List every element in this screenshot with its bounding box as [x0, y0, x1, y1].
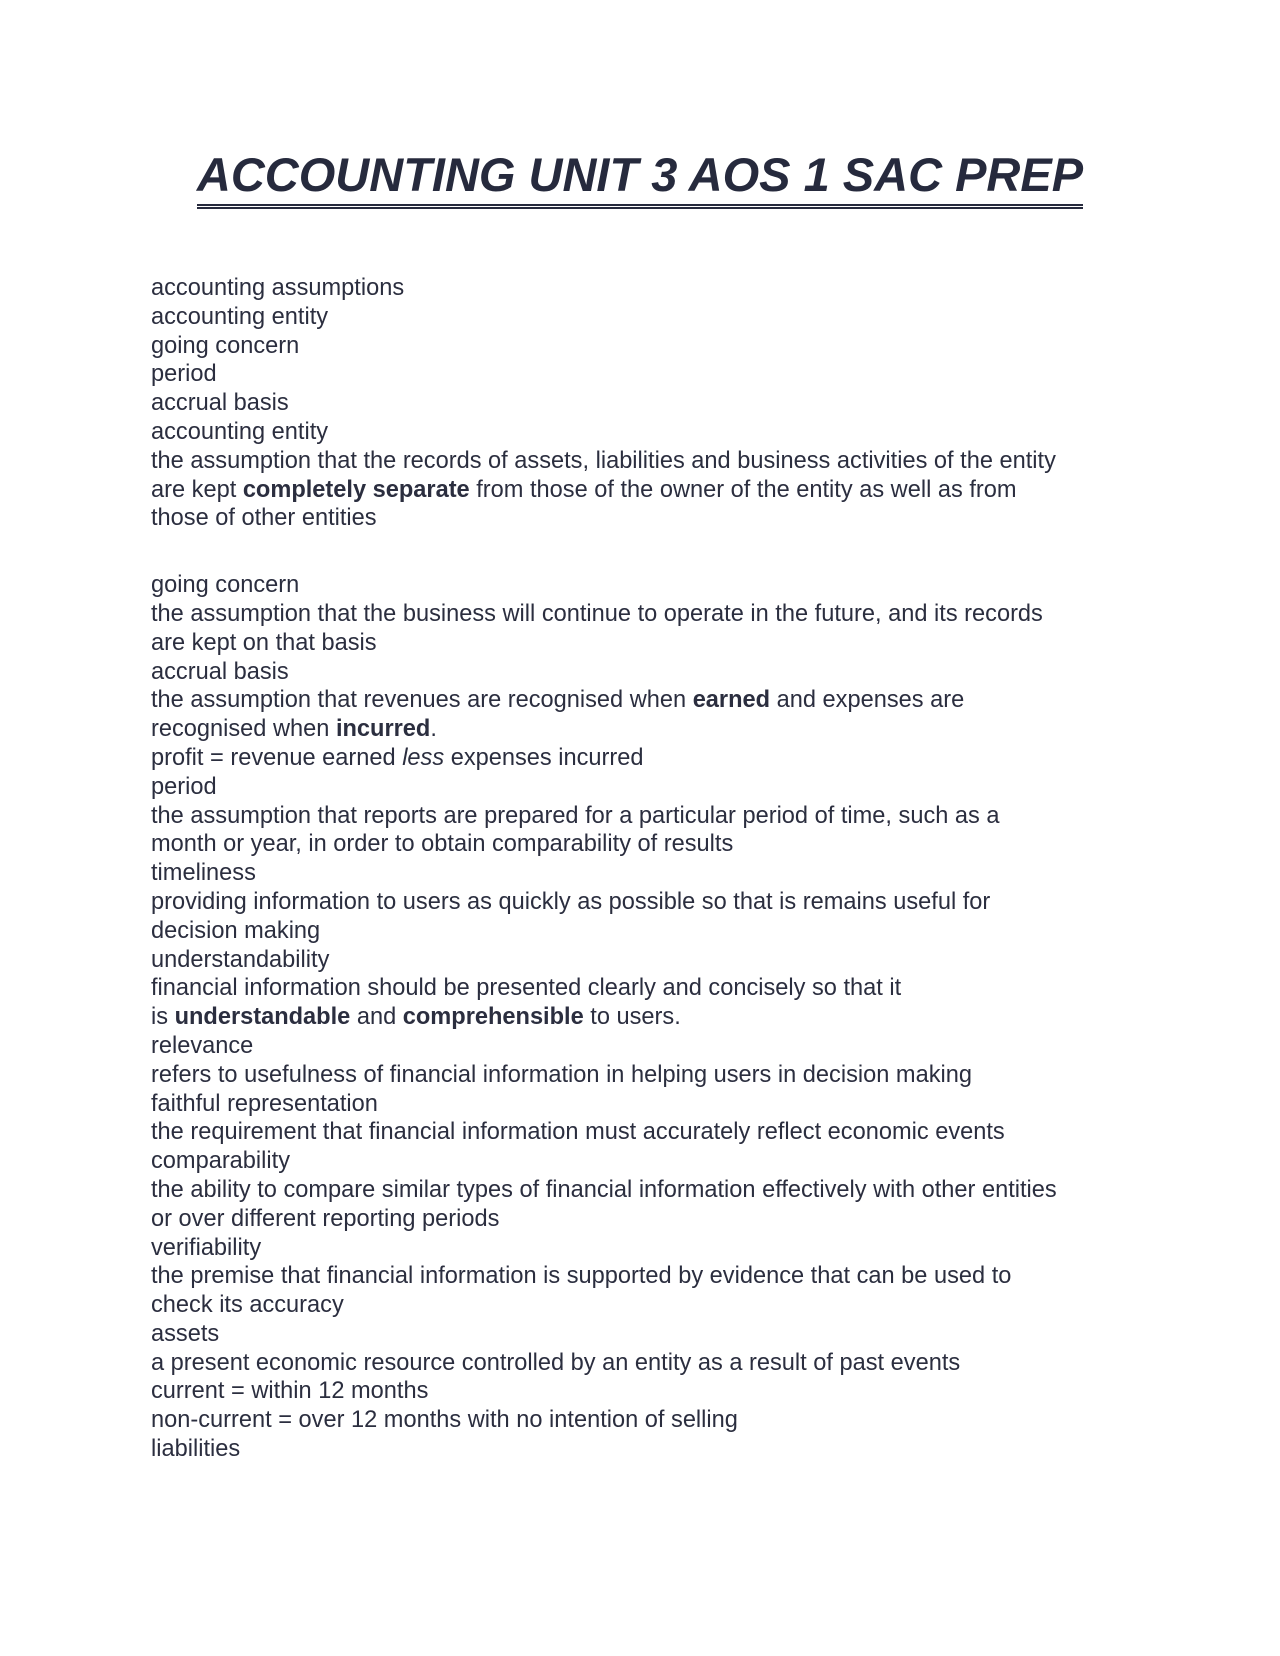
text-run: profit = revenue earned [151, 744, 403, 771]
term-period: period [151, 773, 217, 800]
definition-line [151, 686, 1131, 715]
term-liabilities: liabilities [151, 1436, 241, 1463]
assumption-item: accounting entity [151, 303, 329, 330]
italic-emphasis: less [402, 744, 445, 771]
bold-emphasis: comprehensible [402, 1004, 584, 1031]
bold-emphasis: incurred [335, 716, 431, 743]
definition-line: those of other entities [151, 505, 377, 532]
text-run: and [350, 1004, 403, 1031]
bold-emphasis: completely separate [242, 476, 470, 503]
definition-line [151, 476, 1131, 505]
text-run: are kept [151, 476, 243, 503]
term-timeliness: timeliness [151, 860, 256, 887]
definition-line: month or year, in order to obtain comparability of results [151, 831, 734, 858]
assets-non-current-note: non-current = over 12 months with no intention of selling [151, 1407, 738, 1434]
text-run: . [430, 716, 437, 743]
definition-line: are kept on that basis [151, 629, 377, 656]
text-run: from those of the owner of the entity as well as from [469, 476, 1017, 503]
definition-line: the requirement that financial information must accurately reflect economic events [151, 1119, 1005, 1146]
text-run: to users. [583, 1004, 681, 1031]
definition-line: decision making [151, 917, 321, 944]
text-run: recognised when [151, 716, 336, 743]
term-accounting-entity: accounting entity [151, 418, 329, 445]
bold-emphasis: earned [692, 687, 771, 714]
document-body [151, 274, 1131, 1464]
text-run: is [151, 1004, 175, 1031]
term-going-concern: going concern [151, 572, 300, 599]
definition-line: a present economic resource controlled by an entity as a result of past events [151, 1349, 961, 1376]
text-run: the assumption that revenues are recognised when [151, 687, 693, 714]
definition-line: the assumption that the records of assets, liabilities and business activities of the entity [151, 447, 1056, 474]
definition-line: the assumption that the business will continue to operate in the future, and its records [151, 600, 1043, 627]
term-comparability: comparability [151, 1148, 290, 1175]
assets-current-note: current = within 12 months [151, 1378, 429, 1405]
definition-line [151, 715, 1131, 744]
term-accrual-basis: accrual basis [151, 658, 289, 685]
assumption-item: period [151, 361, 217, 388]
text-run: expenses incurred [444, 744, 644, 771]
document-title [0, 148, 1280, 209]
term-relevance: relevance [151, 1032, 254, 1059]
term-verifiability: verifiability [151, 1234, 262, 1261]
term-faithful-representation: faithful representation [151, 1090, 378, 1117]
document-title-text: ACCOUNTING UNIT 3 AOS 1 SAC PREP [197, 148, 1083, 209]
text-run: and expenses are [770, 687, 965, 714]
definition-line: refers to usefulness of financial information in helping users in decision making [151, 1061, 972, 1088]
definition-line [151, 1003, 1131, 1032]
definition-line: or over different reporting periods [151, 1205, 500, 1232]
term-assets: assets [151, 1320, 220, 1347]
definition-line: providing information to users as quickly as possible so that is remains useful for [151, 888, 991, 915]
bold-emphasis: understandable [174, 1004, 351, 1031]
term-understandability: understandability [151, 946, 330, 973]
profit-formula [151, 744, 1131, 773]
definition-line: the premise that financial information is supported by evidence that can be used to [151, 1263, 1012, 1290]
assumption-item: going concern [151, 332, 300, 359]
definition-line: check its accuracy [151, 1292, 344, 1319]
paragraph-gap [151, 533, 1131, 571]
definition-line: financial information should be presented clearly and concisely so that it [151, 975, 902, 1002]
assumption-item: accrual basis [151, 390, 289, 417]
definition-line: the assumption that reports are prepared for a particular period of time, such as a [151, 802, 1000, 829]
definition-line: the ability to compare similar types of financial information effectively with other entities [151, 1176, 1057, 1203]
assumptions-heading: accounting assumptions [151, 275, 405, 301]
